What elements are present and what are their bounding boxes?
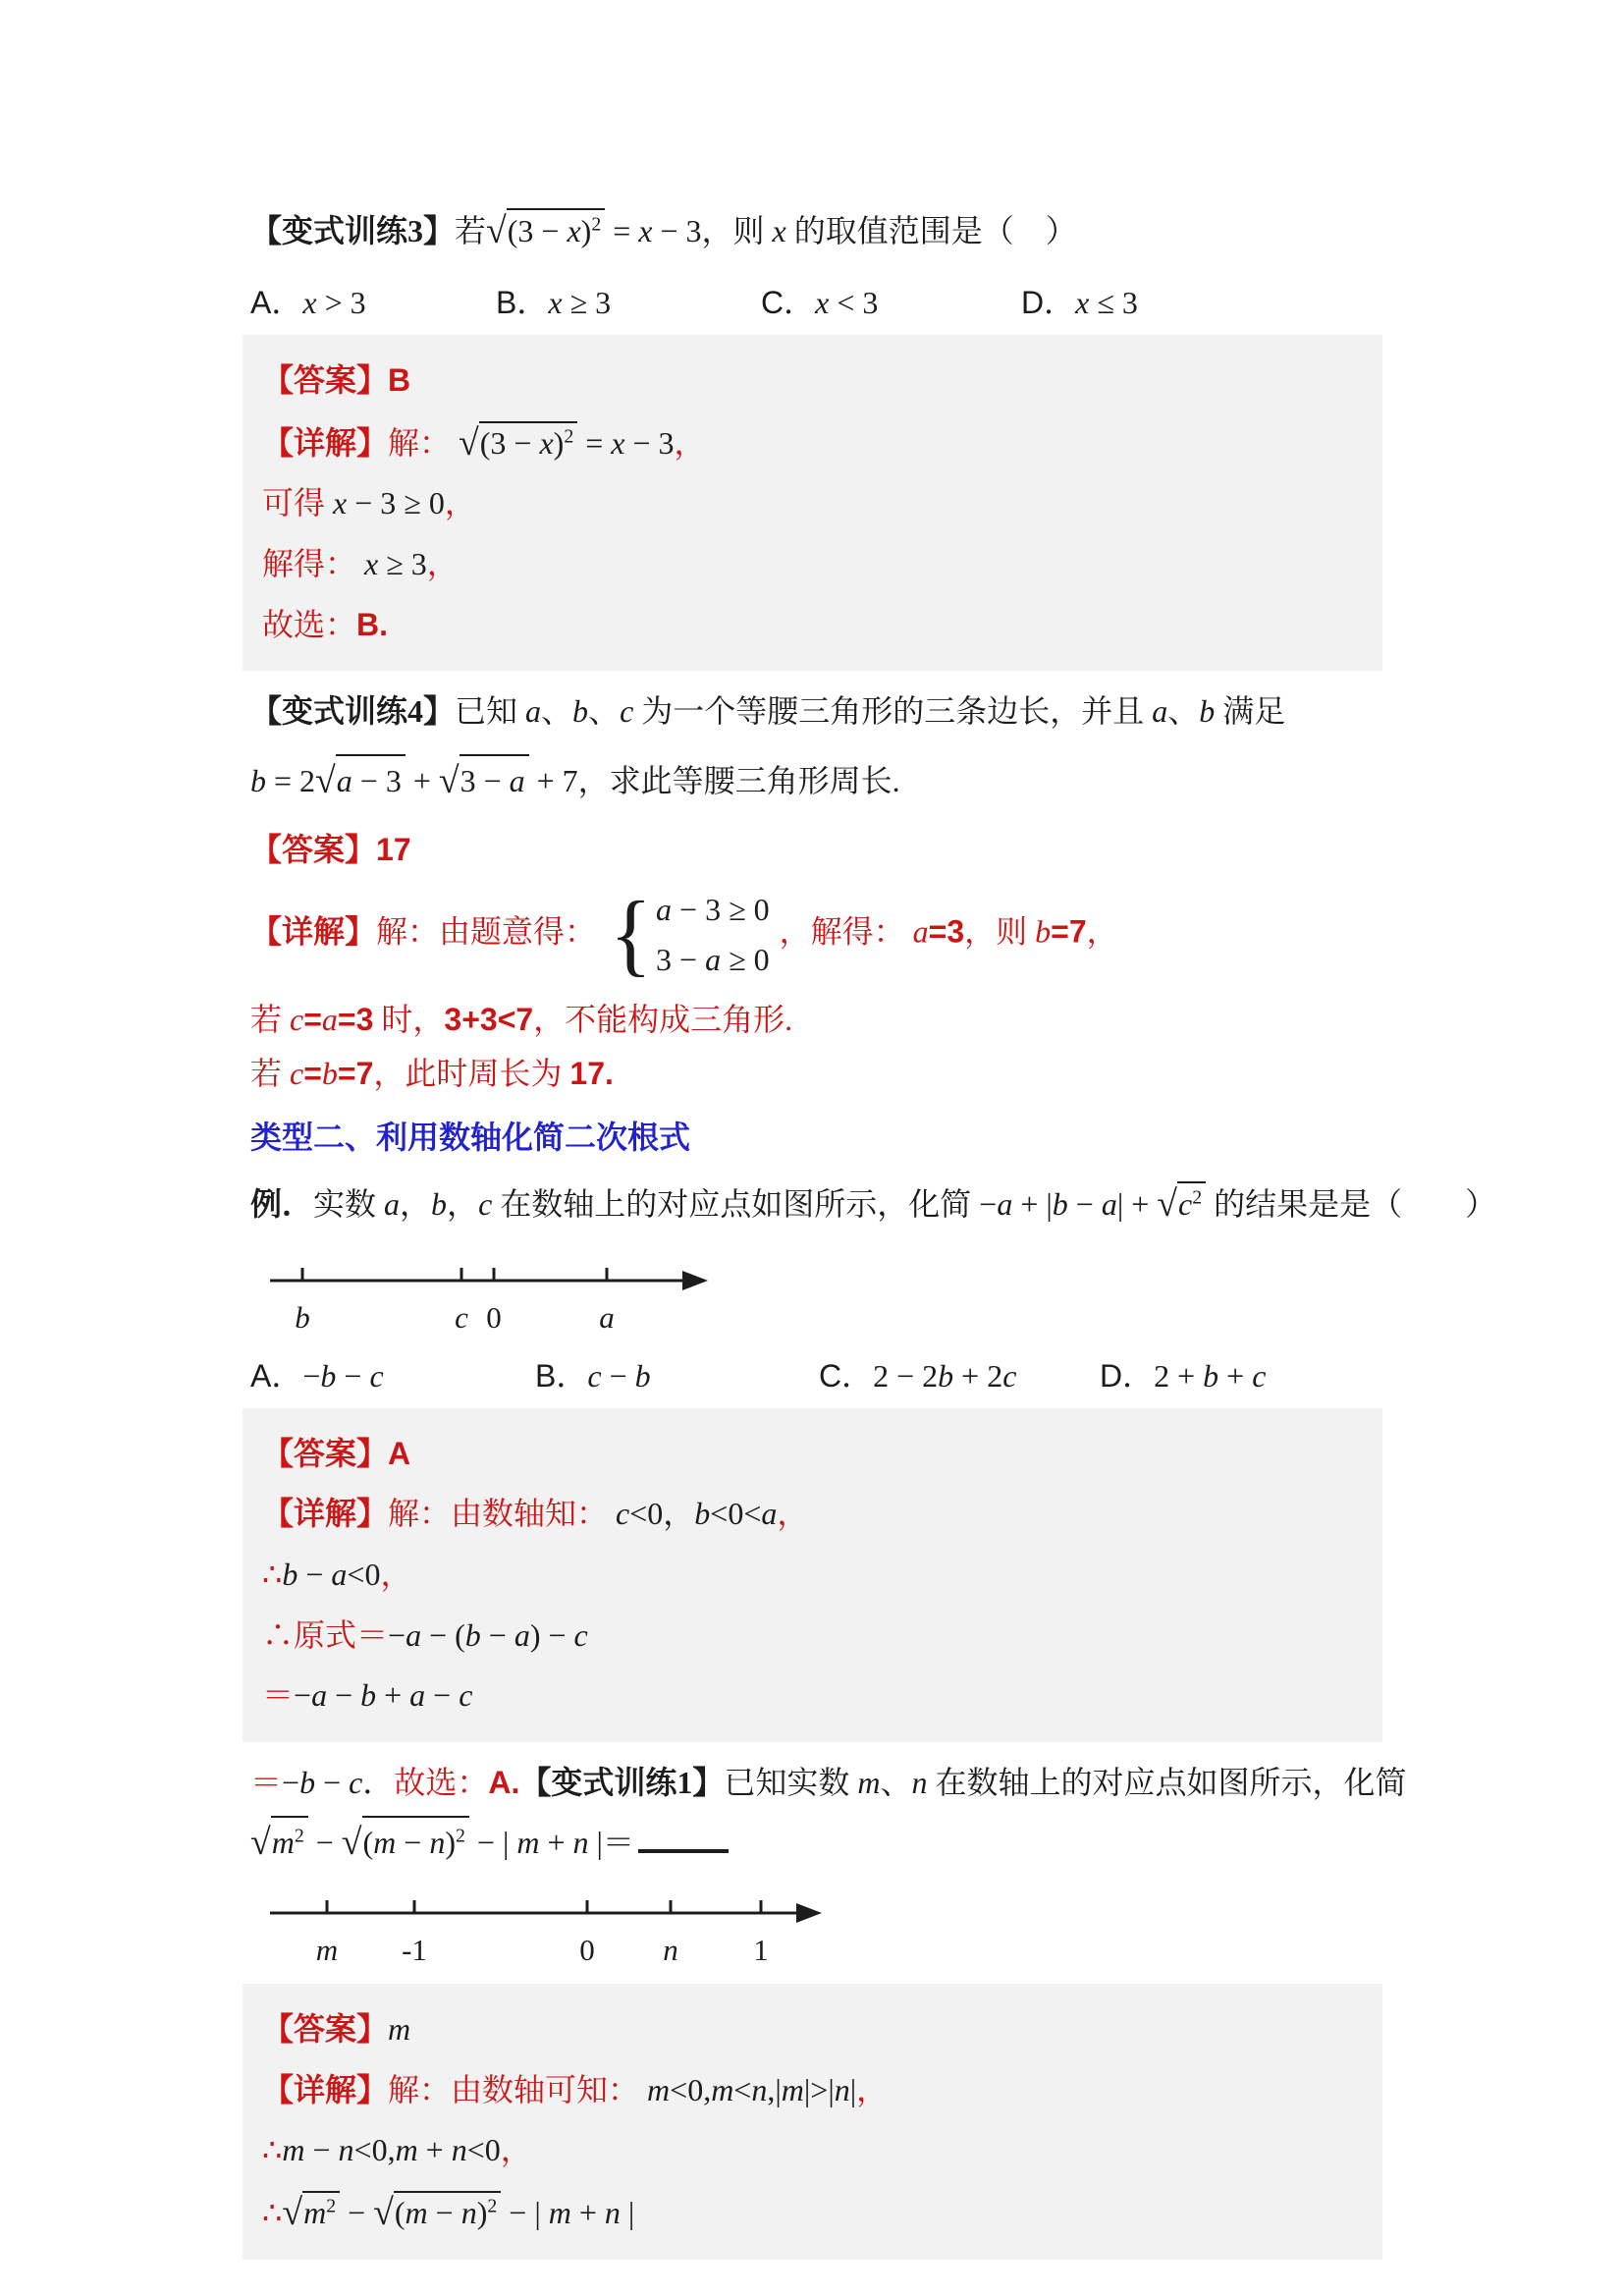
numberline-label: a [599,1299,615,1335]
vt1-intro: ＝−b − c．故选：A.【变式训练1】已知实数 m、n 在数轴上的对应点如图所示，化简 [250,1764,1407,1800]
vt3-question: 【变式训练3】若 √ $(3 - x)^2$ = x − 3，则 x 的取值范围是（ ） [250,210,1077,251]
solution-line: 可得 x − 3 ≥ 0， [262,485,476,521]
option-cell: D．2 + b + c [1100,1357,1267,1394]
solution-line: 【答案】B [262,362,411,399]
sqrt-expression: √ $c^2$ [1157,1181,1206,1226]
vt1-formula: √ $m^2$ − √ $(m - n)^2$ − | m + n |＝ [250,1816,1499,1868]
numberline-abc [270,1247,731,1338]
cases-system: { a − 3 ≥ 0 3 − a ≥ 0 [610,883,770,986]
numberline-label: 1 [753,1933,769,1968]
sqrt-expression: √ $(3 - x)^2$ [486,208,605,252]
numberline-label: c [455,1299,468,1335]
sqrt-expression: √ a − 3 [315,754,406,806]
worksheet-page [243,208,1499,2279]
sqrt-expression: √ $m^2$ [250,1816,308,1868]
numberline-label: -1 [402,1933,427,1968]
option-cell: B．c − b [535,1357,651,1394]
answer-blank [638,1841,729,1853]
example-solution-box [243,1408,1382,1742]
example-question: 例．实数 a，b，c 在数轴上的对应点如图所示，化简 −a + |b − a| + √ $c^2$ 的结果是是（ ） [250,1182,1497,1225]
vt4-solution-detail: 【详解】解：由题意得： { a − 3 ≥ 0 3 − a ≥ 0 ，解得： a=3，则 b=7， [250,883,1118,986]
vt3-solution-box [243,335,1382,671]
solution-line: ∴m − n<0,m + n<0， [262,2132,532,2168]
vt4-question-line1: 【变式训练4】已知 a、b、c 为一个等腰三角形的三条边长，并且 a、b 满足 [250,693,1286,730]
solution-line: ∴b − a<0， [262,1557,412,1593]
sqrt-expression: √ 3 − a [439,754,529,806]
solution-line: 【详解】解： √ $(3 - x)^2$ = x − 3， [262,421,706,464]
option-cell: D．x ≤ 3 [1021,285,1138,321]
option-cell: B．x ≥ 3 [496,285,612,321]
solution-line: ∴原式＝−a − (b − a) − c [262,1616,588,1653]
sqrt-expression: √ $m^2$ [282,2191,340,2234]
vt4-answer: 【答案】17 [250,831,411,867]
numberline-label: m [315,1933,339,1968]
solution-line: 故选：B. [262,606,389,642]
solution-line: ＝−a − b + a − c [262,1677,473,1714]
example-options [250,1351,1499,1396]
solution-line: 【答案】A [262,1435,411,1471]
numberline-label: n [663,1933,678,1968]
option-cell: C．2 − 2b + 2c [819,1357,1017,1394]
vt4-solution-line4: 若 c=b=7，此时周长为 17. [250,1056,614,1092]
option-cell: C．x < 3 [761,285,879,321]
numberline-mn [270,1880,859,1970]
vt4-solution-line3: 若 c=a=3 时，3+3<7，不能构成三角形. [250,1002,793,1038]
sqrt-expression: √ $(m - n)^2$ [373,2191,501,2234]
solution-line: 解得： x ≥ 3， [262,545,459,581]
solution-line: ∴ √ $m^2$ − √ $(m - n)^2$ − | m + n | [262,2191,635,2233]
option-cell: A．−b − c [250,1357,384,1394]
numberline-label: 0 [579,1933,595,1968]
type2-heading: 类型二、利用数轴化简二次根式 [250,1120,691,1156]
solution-line: 【详解】解：由数轴知： c<0，b<0<a， [262,1496,809,1532]
vt3-options [250,278,1499,323]
option-cell: A．x > 3 [250,285,366,321]
sqrt-expression: √ $(3 - x)^2$ [459,421,577,465]
sqrt-expression: √ $(m - n)^2$ [342,1816,469,1868]
numberline-label: 0 [486,1299,502,1335]
solution-line: 【详解】解：由数轴可知： m<0,m<n,|m|>|n|， [262,2071,889,2107]
vt1-solution-box [243,1984,1382,2259]
solution-line: 【答案】m [262,2011,411,2048]
vt4-question-line2: b = 2 √ a − 3 + √ 3 − a + 7，求此等腰三角形周长. [250,754,1499,806]
numberline-label: b [295,1299,310,1335]
